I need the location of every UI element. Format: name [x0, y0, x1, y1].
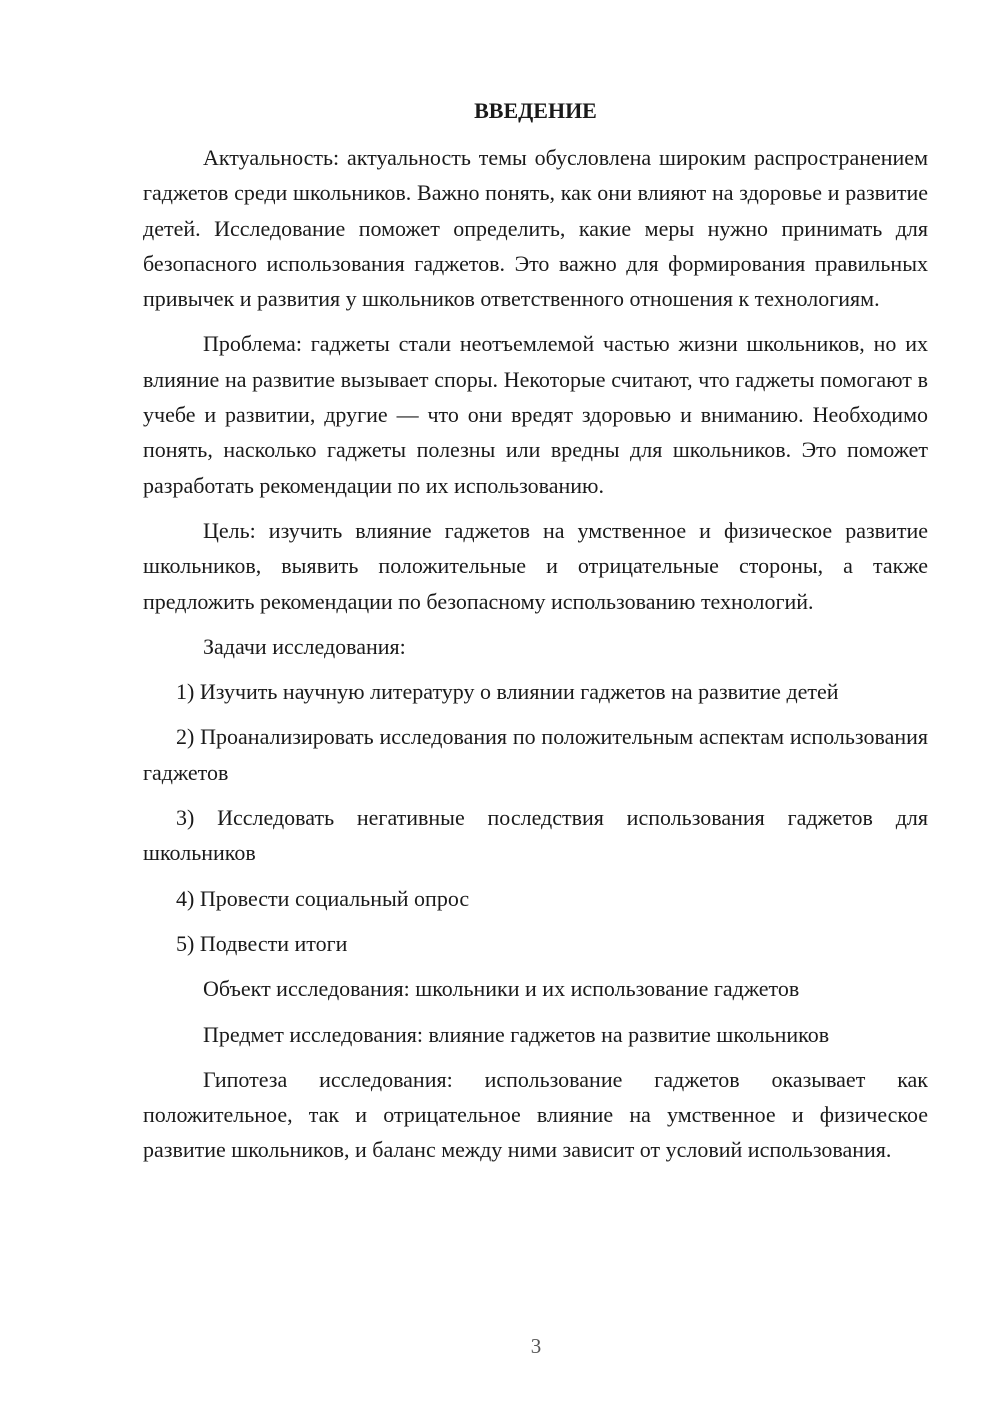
- problem-paragraph: Проблема: гаджеты стали неотъемлемой частью жизни школьников, но их влияние на развитие вызывает споры. Некоторые считают, что гаджеты помогают в учебе и развитии, другие — что они вредят здоровью и вниманию. Необходимо понять, насколько гаджеты полезны или вредны для школьников. Это поможет разработать рекомендации по их использованию.: [143, 331, 928, 498]
- task-item: 1) Изучить научную литературу о влиянии гаджетов на развитие детей: [176, 679, 839, 705]
- task-item: 2) Проанализировать исследования по положительным аспектам использования гаджетов: [143, 724, 928, 785]
- task-item: 3) Исследовать негативные последствия использования гаджетов для школьников: [143, 805, 928, 866]
- task-item: 5) Подвести итоги: [176, 930, 348, 956]
- hypothesis-paragraph: Гипотеза исследования: использование гаджетов оказывает как положительное, так и отрицательное влияние на умственное и физическое развитие школьников, и баланс между ними зависит от условий использования.: [143, 1066, 928, 1163]
- task-item: 4) Провести социальный опрос: [176, 885, 470, 911]
- page-number: 3: [530, 1334, 542, 1358]
- page-title: ВВЕДЕНИЕ: [474, 98, 597, 123]
- research-subject: Предмет исследования: влияние гаджетов на развитие школьников: [203, 1021, 830, 1047]
- document-body: [143, 94, 928, 1178]
- goal-paragraph: Цель: изучить влияние гаджетов на умственное и физическое развитие школьников, выявить положительные и отрицательные стороны, а также предложить рекомендации по безопасному использованию технологий.: [143, 517, 928, 614]
- research-object: Объект исследования: школьники и их использование гаджетов: [203, 976, 800, 1002]
- tasks-heading: Задачи исследования:: [203, 633, 406, 659]
- relevance-paragraph: Актуальность: актуальность темы обусловлена широким распространением гаджетов среди школьников. Важно понять, как они влияют на здоровье и развитие детей. Исследование поможет определить, какие меры нужно принимать для безопасного использования гаджетов. Это важно для формирования правильных привычек и развития у школьников ответственного отношения к технологиям.: [143, 145, 928, 312]
